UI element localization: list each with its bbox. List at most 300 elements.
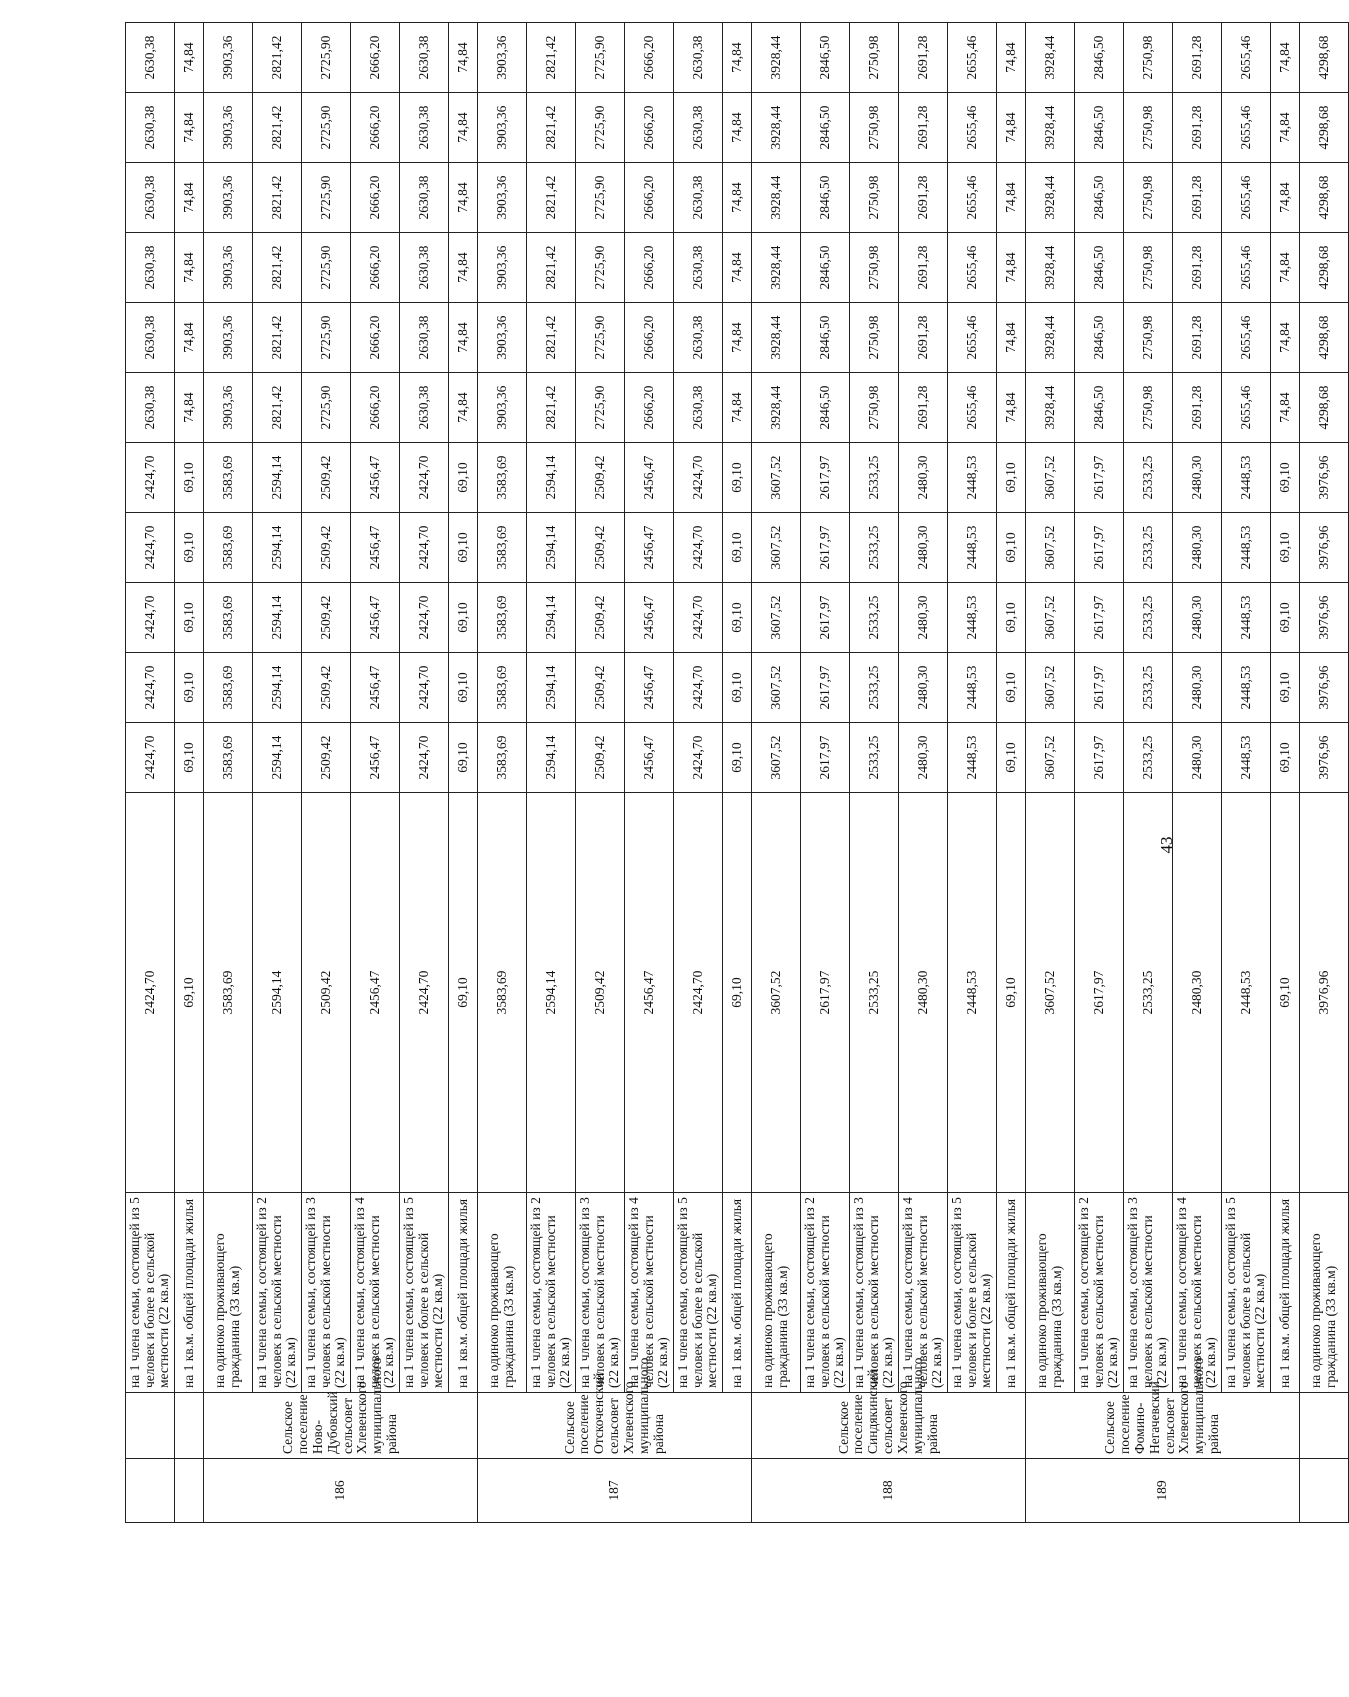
norm-description-cell: на 1 члена семьи, состоящей из 3 человек в сельской местности (22 кв.м) <box>1124 1193 1173 1393</box>
cost-value-cell: 2594,14 <box>253 723 302 793</box>
row-number-cell <box>1300 1459 1349 1523</box>
cost-value-cell: 3928,44 <box>1026 373 1075 443</box>
norm-description-cell: на 1 члена семьи, состоящей из 5 человек и более в сельской местности (22 кв.м) <box>674 1193 723 1393</box>
norm-description-cell: на 1 члена семьи, состоящей из 4 человек в сельской местности (22 кв.м) <box>625 1193 674 1393</box>
cost-value-cell: 2617,97 <box>801 653 850 723</box>
cost-value-cell: 3903,36 <box>478 303 527 373</box>
cost-value-cell: 4298,68 <box>1300 233 1349 303</box>
settlement-name-cell: Сельское поселение Ново-Дубовский сельсовет Хлевенского муниципального района <box>204 1393 478 1459</box>
norm-description-cell: на 1 члена семьи, состоящей из 4 человек в сельской местности (22 кв.м) <box>1173 1193 1222 1393</box>
cost-value-cell: 3607,52 <box>1026 583 1075 653</box>
cost-value-cell: 3583,69 <box>478 443 527 513</box>
cost-value-cell: 3928,44 <box>752 23 801 93</box>
cost-value-cell: 69,10 <box>449 583 478 653</box>
row-number-cell: 187 <box>478 1459 752 1523</box>
cost-value-cell: 2846,50 <box>801 303 850 373</box>
cost-value-cell: 2480,30 <box>1173 583 1222 653</box>
cost-value-cell: 2750,98 <box>850 163 899 233</box>
cost-value-cell: 2509,42 <box>302 723 351 793</box>
cost-value-cell: 74,84 <box>723 93 752 163</box>
cost-value-cell: 3607,52 <box>752 723 801 793</box>
cost-value-cell: 3607,52 <box>752 583 801 653</box>
cost-value-cell: 3583,69 <box>478 723 527 793</box>
cost-value-cell: 3903,36 <box>478 373 527 443</box>
cost-value-cell: 69,10 <box>723 793 752 1193</box>
table-row <box>801 0 850 1523</box>
cost-value-cell: 3607,52 <box>1026 723 1075 793</box>
cost-value-cell: 2509,42 <box>302 513 351 583</box>
cost-value-cell: 2750,98 <box>1124 163 1173 233</box>
norm-description-cell: на 1 кв.м. общей площади жилья <box>449 1193 478 1393</box>
cost-value-cell: 3607,52 <box>1026 653 1075 723</box>
cost-value-cell: 2691,28 <box>1173 233 1222 303</box>
cost-value-cell: 2750,98 <box>850 303 899 373</box>
cost-value-cell: 74,84 <box>997 303 1026 373</box>
cost-value-cell: 69,10 <box>723 653 752 723</box>
cost-value-cell: 69,10 <box>1271 653 1300 723</box>
cost-value-cell: 2691,28 <box>899 373 948 443</box>
cost-value-cell: 3928,44 <box>1026 303 1075 373</box>
cost-value-cell: 2594,14 <box>527 583 576 653</box>
cost-value-cell: 4298,68 <box>1300 23 1349 93</box>
cost-value-cell: 74,84 <box>723 233 752 303</box>
cost-value-cell: 74,84 <box>175 373 204 443</box>
cost-value-cell: 2630,38 <box>126 23 175 93</box>
cost-value-cell: 2846,50 <box>801 93 850 163</box>
cost-value-cell: 2480,30 <box>899 653 948 723</box>
table-row <box>1300 0 1349 1523</box>
cost-value-cell: 2821,42 <box>253 373 302 443</box>
table-row <box>997 0 1026 1523</box>
cost-value-cell: 69,10 <box>1271 793 1300 1193</box>
cost-value-cell: 3583,69 <box>478 653 527 723</box>
cost-value-cell: 2509,42 <box>576 443 625 513</box>
cost-value-cell: 2480,30 <box>899 443 948 513</box>
cost-value-cell: 2655,46 <box>1222 373 1271 443</box>
cost-value-cell: 2750,98 <box>1124 23 1173 93</box>
table-row <box>752 0 801 1523</box>
cost-value-cell: 69,10 <box>1271 513 1300 583</box>
cost-value-cell: 2424,70 <box>126 723 175 793</box>
cost-value-cell: 3583,69 <box>204 513 253 583</box>
cost-value-cell: 2725,90 <box>302 163 351 233</box>
table-row <box>723 0 752 1523</box>
cost-value-cell: 3976,96 <box>1300 443 1349 513</box>
cost-value-cell: 69,10 <box>997 583 1026 653</box>
cost-value-cell: 2594,14 <box>527 653 576 723</box>
cost-value-cell: 2691,28 <box>899 163 948 233</box>
cost-value-cell: 3976,96 <box>1300 583 1349 653</box>
table-row <box>1222 0 1271 1523</box>
settlement-name-cell <box>126 1393 175 1459</box>
cost-value-cell: 2424,70 <box>126 443 175 513</box>
cost-value-cell: 2821,42 <box>527 93 576 163</box>
cost-value-cell: 74,84 <box>1271 163 1300 233</box>
cost-value-cell: 2424,70 <box>126 513 175 583</box>
cost-value-cell: 74,84 <box>723 163 752 233</box>
cost-value-cell: 2630,38 <box>400 233 449 303</box>
norm-description-cell: на 1 кв.м. общей площади жилья <box>1271 1193 1300 1393</box>
cost-value-cell: 2617,97 <box>1075 723 1124 793</box>
table-row <box>175 0 204 1523</box>
cost-value-cell: 2725,90 <box>302 23 351 93</box>
cost-value-cell: 3976,96 <box>1300 723 1349 793</box>
cost-value-cell: 2821,42 <box>527 163 576 233</box>
cost-value-cell: 2509,42 <box>302 653 351 723</box>
cost-value-cell: 69,10 <box>723 723 752 793</box>
cost-value-cell: 2655,46 <box>1222 233 1271 303</box>
cost-value-cell: 2480,30 <box>899 513 948 583</box>
cost-value-cell: 69,10 <box>449 793 478 1193</box>
cost-value-cell: 69,10 <box>723 583 752 653</box>
cost-value-cell: 3903,36 <box>478 163 527 233</box>
cost-value-cell: 2424,70 <box>674 443 723 513</box>
row-number-cell: 188 <box>752 1459 1026 1523</box>
cost-value-cell: 2533,25 <box>850 723 899 793</box>
cost-value-cell: 2691,28 <box>899 233 948 303</box>
cost-value-cell: 4298,68 <box>1300 163 1349 233</box>
table-row <box>1173 0 1222 1523</box>
table-row <box>674 0 723 1523</box>
cost-value-cell: 2691,28 <box>1173 23 1222 93</box>
cost-value-cell: 3928,44 <box>1026 93 1075 163</box>
cost-value-cell: 2821,42 <box>527 373 576 443</box>
cost-value-cell: 2846,50 <box>1075 303 1124 373</box>
table-row <box>850 0 899 1523</box>
cost-value-cell: 2448,53 <box>1222 513 1271 583</box>
cost-value-cell: 2424,70 <box>126 653 175 723</box>
cost-value-cell: 69,10 <box>723 513 752 583</box>
cost-value-cell: 2509,42 <box>576 653 625 723</box>
cost-value-cell: 2424,70 <box>400 583 449 653</box>
cost-value-cell: 74,84 <box>175 233 204 303</box>
cost-value-cell: 74,84 <box>449 303 478 373</box>
table-row <box>948 0 997 1523</box>
cost-value-cell: 3607,52 <box>752 793 801 1193</box>
rotated-page-content <box>125 0 1338 1523</box>
cost-value-cell: 2821,42 <box>253 163 302 233</box>
cost-value-cell: 2533,25 <box>850 443 899 513</box>
table-row <box>1075 0 1124 1523</box>
cost-value-cell: 2509,42 <box>302 583 351 653</box>
settlement-name-cell <box>1300 1393 1349 1459</box>
cost-value-cell: 2448,53 <box>948 653 997 723</box>
cost-value-cell: 2655,46 <box>1222 163 1271 233</box>
norm-description-cell: на 1 члена семьи, состоящей из 4 человек в сельской местности (22 кв.м) <box>899 1193 948 1393</box>
cost-value-cell: 3976,96 <box>1300 513 1349 583</box>
norm-description-cell: на одиноко проживающего гражданина (33 кв.м) <box>1300 1193 1349 1393</box>
table-row <box>204 0 253 1523</box>
cost-value-cell: 2821,42 <box>527 233 576 303</box>
cost-value-cell: 2456,47 <box>351 723 400 793</box>
cost-value-cell: 69,10 <box>723 443 752 513</box>
cost-value-cell: 69,10 <box>997 653 1026 723</box>
cost-value-cell: 2691,28 <box>1173 373 1222 443</box>
cost-value-cell: 2617,97 <box>801 583 850 653</box>
cost-value-cell: 74,84 <box>175 163 204 233</box>
cost-value-cell: 2655,46 <box>948 233 997 303</box>
table-row <box>449 0 478 1523</box>
cost-value-cell: 2691,28 <box>1173 303 1222 373</box>
norm-description-cell: на 1 члена семьи, состоящей из 3 человек в сельской местности (22 кв.м) <box>850 1193 899 1393</box>
settlement-name-cell: Сельское поселение Отскоченский сельсовет Хлевенского муниципального района <box>478 1393 752 1459</box>
row-number-cell <box>175 1459 204 1523</box>
cost-value-cell: 2424,70 <box>400 793 449 1193</box>
cost-value-cell: 2448,53 <box>948 513 997 583</box>
row-number-cell: 186 <box>204 1459 478 1523</box>
table-row <box>1026 0 1075 1523</box>
cost-value-cell: 69,10 <box>175 443 204 513</box>
cost-value-cell: 3928,44 <box>1026 23 1075 93</box>
cost-value-cell: 2533,25 <box>1124 443 1173 513</box>
cost-value-cell: 74,84 <box>997 23 1026 93</box>
cost-value-cell: 2666,20 <box>351 373 400 443</box>
norm-description-cell: на 1 кв.м. общей площади жилья <box>997 1193 1026 1393</box>
cost-value-cell: 2533,25 <box>1124 583 1173 653</box>
cost-value-cell: 2630,38 <box>126 163 175 233</box>
cost-value-cell: 3903,36 <box>478 93 527 163</box>
cost-value-cell: 2666,20 <box>625 93 674 163</box>
cost-value-cell: 2725,90 <box>302 303 351 373</box>
cost-value-cell: 2594,14 <box>253 653 302 723</box>
norm-description-cell: на 1 члена семьи, состоящей из 5 человек и более в сельской местности (22 кв.м) <box>1222 1193 1271 1393</box>
cost-value-cell: 3583,69 <box>204 723 253 793</box>
norm-description-cell: на одиноко проживающего гражданина (33 кв.м) <box>478 1193 527 1393</box>
cost-value-cell: 74,84 <box>723 373 752 443</box>
norm-description-cell: на 1 члена семьи, состоящей из 5 человек и более в сельской местности (22 кв.м) <box>948 1193 997 1393</box>
table-row <box>253 0 302 1523</box>
cost-value-cell: 2691,28 <box>899 93 948 163</box>
cost-value-cell: 2456,47 <box>351 583 400 653</box>
cost-value-cell: 74,84 <box>175 93 204 163</box>
cost-value-cell: 2846,50 <box>1075 233 1124 303</box>
cost-value-cell: 2424,70 <box>674 583 723 653</box>
cost-value-cell: 2725,90 <box>576 93 625 163</box>
cost-value-cell: 2617,97 <box>1075 583 1124 653</box>
table-row <box>625 0 674 1523</box>
cost-value-cell: 2594,14 <box>253 513 302 583</box>
cost-value-cell: 2846,50 <box>1075 163 1124 233</box>
cost-value-cell: 2846,50 <box>1075 93 1124 163</box>
cost-value-cell: 2617,97 <box>801 443 850 513</box>
cost-value-cell: 2456,47 <box>625 583 674 653</box>
norm-description-cell: на одиноко проживающего гражданина (33 кв.м) <box>204 1193 253 1393</box>
cost-value-cell: 2630,38 <box>674 373 723 443</box>
cost-value-cell: 2630,38 <box>674 163 723 233</box>
table-row <box>478 0 527 1523</box>
cost-value-cell: 2666,20 <box>351 163 400 233</box>
cost-value-cell: 2594,14 <box>253 583 302 653</box>
cost-value-cell: 2691,28 <box>1173 93 1222 163</box>
cost-value-cell: 69,10 <box>997 443 1026 513</box>
cost-value-cell: 2424,70 <box>674 653 723 723</box>
cost-value-cell: 4298,68 <box>1300 373 1349 443</box>
cost-value-cell: 2630,38 <box>400 373 449 443</box>
cost-value-cell: 2424,70 <box>400 443 449 513</box>
cost-value-cell: 2456,47 <box>625 793 674 1193</box>
cost-value-cell: 3928,44 <box>752 233 801 303</box>
cost-value-cell: 2509,42 <box>576 513 625 583</box>
cost-value-cell: 2456,47 <box>625 653 674 723</box>
cost-value-cell: 74,84 <box>449 373 478 443</box>
cost-value-cell: 2630,38 <box>126 303 175 373</box>
cost-value-cell: 2480,30 <box>1173 443 1222 513</box>
cost-value-cell: 2533,25 <box>850 653 899 723</box>
housing-cost-table <box>125 0 1349 1523</box>
cost-value-cell: 2666,20 <box>351 93 400 163</box>
cost-value-cell: 2424,70 <box>400 513 449 583</box>
table-row <box>351 0 400 1523</box>
cost-value-cell: 2509,42 <box>302 793 351 1193</box>
cost-value-cell: 2456,47 <box>625 723 674 793</box>
cost-value-cell: 2480,30 <box>899 723 948 793</box>
cost-value-cell: 2594,14 <box>527 443 576 513</box>
norm-description-cell: на 1 члена семьи, состоящей из 2 человек в сельской местности (22 кв.м) <box>1075 1193 1124 1393</box>
cost-value-cell: 2750,98 <box>1124 373 1173 443</box>
cost-value-cell: 2725,90 <box>576 373 625 443</box>
cost-value-cell: 2456,47 <box>351 793 400 1193</box>
cost-value-cell: 2448,53 <box>948 723 997 793</box>
cost-value-cell: 2630,38 <box>126 93 175 163</box>
cost-value-cell: 2846,50 <box>801 163 850 233</box>
cost-value-cell: 2448,53 <box>1222 793 1271 1193</box>
cost-value-cell: 3903,36 <box>204 23 253 93</box>
settlement-name-cell <box>175 1393 204 1459</box>
cost-value-cell: 2533,25 <box>850 793 899 1193</box>
cost-value-cell: 2655,46 <box>948 23 997 93</box>
settlement-name-cell: Сельское поселение Синдякинский сельсовет Хлевенского муниципального района <box>752 1393 1026 1459</box>
cost-value-cell: 2509,42 <box>576 793 625 1193</box>
cost-value-cell: 74,84 <box>723 303 752 373</box>
cost-value-cell: 2821,42 <box>527 303 576 373</box>
cost-value-cell: 2617,97 <box>1075 653 1124 723</box>
cost-value-cell: 69,10 <box>997 793 1026 1193</box>
cost-value-cell: 2666,20 <box>625 303 674 373</box>
cost-value-cell: 2725,90 <box>576 163 625 233</box>
cost-value-cell: 2509,42 <box>576 723 625 793</box>
norm-description-cell: на 1 члена семьи, состоящей из 3 человек в сельской местности (22 кв.м) <box>576 1193 625 1393</box>
table-row <box>899 0 948 1523</box>
cost-value-cell: 2456,47 <box>351 443 400 513</box>
cost-value-cell: 3903,36 <box>204 303 253 373</box>
cost-value-cell: 74,84 <box>175 23 204 93</box>
cost-value-cell: 74,84 <box>1271 233 1300 303</box>
cost-value-cell: 69,10 <box>449 723 478 793</box>
cost-value-cell: 2630,38 <box>126 373 175 443</box>
cost-value-cell: 74,84 <box>997 163 1026 233</box>
cost-value-cell: 2594,14 <box>527 513 576 583</box>
cost-value-cell: 2617,97 <box>801 793 850 1193</box>
cost-value-cell: 2594,14 <box>527 723 576 793</box>
cost-value-cell: 2480,30 <box>899 793 948 1193</box>
cost-value-cell: 2750,98 <box>1124 303 1173 373</box>
cost-value-cell: 2846,50 <box>801 373 850 443</box>
norm-description-cell: на одиноко проживающего гражданина (33 кв.м) <box>752 1193 801 1393</box>
cost-value-cell: 2846,50 <box>1075 23 1124 93</box>
table-row <box>1271 0 1300 1523</box>
cost-value-cell: 2666,20 <box>625 373 674 443</box>
cost-value-cell: 69,10 <box>1271 723 1300 793</box>
norm-description-cell: на 1 члена семьи, состоящей из 2 человек в сельской местности (22 кв.м) <box>527 1193 576 1393</box>
cost-value-cell: 2424,70 <box>674 723 723 793</box>
cost-value-cell: 2424,70 <box>400 653 449 723</box>
cost-value-cell: 2750,98 <box>1124 233 1173 303</box>
cost-value-cell: 2666,20 <box>625 23 674 93</box>
cost-value-cell: 2448,53 <box>1222 653 1271 723</box>
cost-value-cell: 2655,46 <box>1222 93 1271 163</box>
cost-value-cell: 2691,28 <box>1173 163 1222 233</box>
cost-value-cell: 69,10 <box>449 443 478 513</box>
cost-value-cell: 74,84 <box>997 233 1026 303</box>
norm-description-cell: на 1 кв.м. общей площади жилья <box>723 1193 752 1393</box>
cost-value-cell: 3583,69 <box>204 793 253 1193</box>
cost-value-cell: 2533,25 <box>1124 653 1173 723</box>
cost-value-cell: 3607,52 <box>1026 443 1075 513</box>
row-number-cell <box>126 1459 175 1523</box>
cost-value-cell: 2725,90 <box>302 373 351 443</box>
cost-value-cell: 2617,97 <box>1075 443 1124 513</box>
cost-value-cell: 2456,47 <box>625 443 674 513</box>
norm-description-cell: на одиноко проживающего гражданина (33 кв.м) <box>1026 1193 1075 1393</box>
cost-value-cell: 69,10 <box>997 513 1026 583</box>
cost-value-cell: 2750,98 <box>850 233 899 303</box>
cost-value-cell: 2456,47 <box>351 653 400 723</box>
cost-value-cell: 3607,52 <box>1026 793 1075 1193</box>
cost-value-cell: 74,84 <box>997 373 1026 443</box>
cost-value-cell: 74,84 <box>997 93 1026 163</box>
cost-value-cell: 69,10 <box>449 513 478 583</box>
cost-value-cell: 2846,50 <box>1075 373 1124 443</box>
cost-value-cell: 3928,44 <box>752 163 801 233</box>
cost-value-cell: 2630,38 <box>400 23 449 93</box>
cost-value-cell: 74,84 <box>449 23 478 93</box>
cost-value-cell: 2617,97 <box>1075 793 1124 1193</box>
cost-value-cell: 2725,90 <box>576 303 625 373</box>
cost-value-cell: 69,10 <box>1271 583 1300 653</box>
cost-value-cell: 2630,38 <box>126 233 175 303</box>
cost-value-cell: 2448,53 <box>1222 583 1271 653</box>
cost-value-cell: 2821,42 <box>253 23 302 93</box>
norm-description-cell: на 1 члена семьи, состоящей из 3 человек в сельской местности (22 кв.м) <box>302 1193 351 1393</box>
cost-value-cell: 2594,14 <box>253 793 302 1193</box>
settlement-name-cell: Сельское поселение Фомино-Негачевский сельсовет Хлевенского муниципального района <box>1026 1393 1300 1459</box>
cost-value-cell: 4298,68 <box>1300 303 1349 373</box>
cost-value-cell: 69,10 <box>175 583 204 653</box>
cost-value-cell: 2655,46 <box>1222 23 1271 93</box>
cost-value-cell: 69,10 <box>1271 443 1300 513</box>
cost-value-cell: 2424,70 <box>126 793 175 1193</box>
cost-value-cell: 3583,69 <box>478 583 527 653</box>
cost-value-cell: 69,10 <box>175 793 204 1193</box>
cost-value-cell: 74,84 <box>1271 373 1300 443</box>
norm-description-cell: на 1 члена семьи, состоящей из 2 человек в сельской местности (22 кв.м) <box>801 1193 850 1393</box>
cost-value-cell: 2480,30 <box>1173 653 1222 723</box>
norm-description-cell: на 1 кв.м. общей площади жилья <box>175 1193 204 1393</box>
cost-value-cell: 2424,70 <box>400 723 449 793</box>
cost-value-cell: 74,84 <box>449 93 478 163</box>
cost-value-cell: 2480,30 <box>899 583 948 653</box>
table-row <box>302 0 351 1523</box>
cost-value-cell: 2617,97 <box>801 513 850 583</box>
cost-value-cell: 2533,25 <box>1124 793 1173 1193</box>
cost-value-cell: 2480,30 <box>1173 513 1222 583</box>
norm-description-cell: на 1 члена семьи, состоящей из 2 человек в сельской местности (22 кв.м) <box>253 1193 302 1393</box>
cost-value-cell: 2533,25 <box>1124 513 1173 583</box>
cost-value-cell: 2448,53 <box>948 793 997 1193</box>
cost-value-cell: 2630,38 <box>674 303 723 373</box>
cost-value-cell: 2750,98 <box>850 93 899 163</box>
cost-value-cell: 3607,52 <box>752 513 801 583</box>
